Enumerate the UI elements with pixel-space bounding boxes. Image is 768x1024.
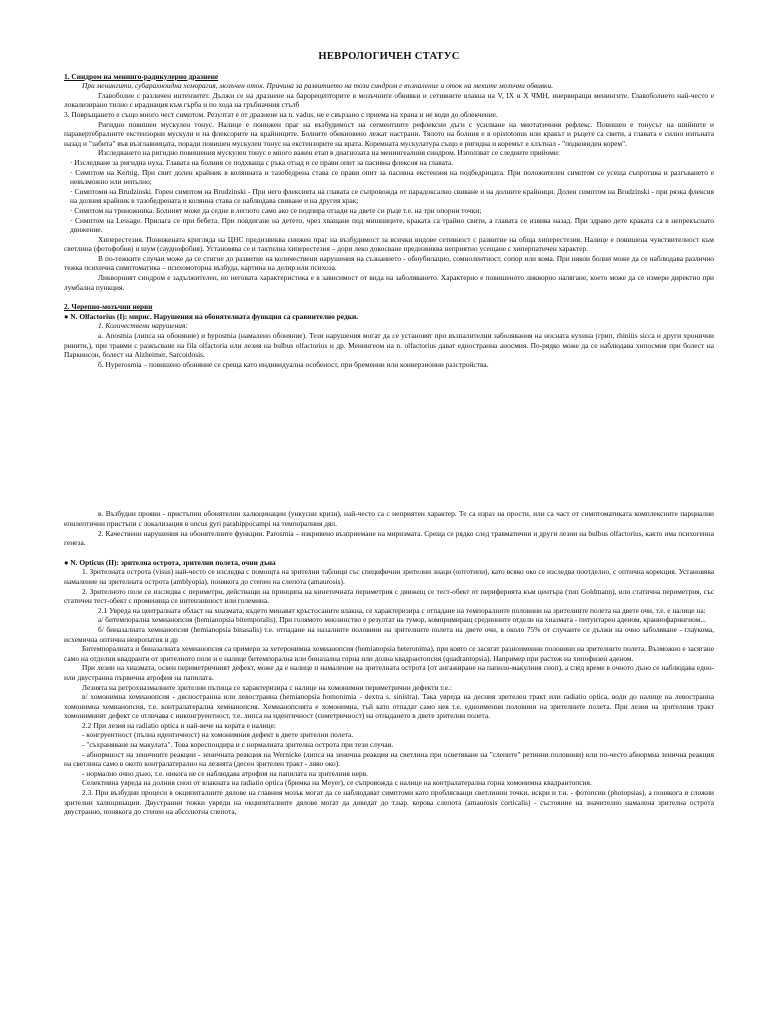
list-item: · Симптом на Kernig. При свит долен крайник в колянната и тазобедрена става се прави опит за пасивна екстензия на подбедрицата. При положителен симптом се усеща съпротива и разгъването е невъзможно или непълно; bbox=[70, 167, 714, 187]
page-title: НЕВРОЛОГИЧЕН СТАТУС bbox=[318, 51, 460, 62]
paragraph: 1. Зрителната острота (visus) най-често се изследва с помощта на зрителни таблици със специфични зрителни знаци (оптотипи), като всяко око се изследва поотделно, с оптична корекция. Установява намаление на зрителната острота (amblyopia), понякога до степен на слепота (amaurosis). bbox=[64, 567, 714, 586]
list-item: · Изследване за ригидна нуха. Главата на болния се подхваща с ръка отзад и се прави опит за пасивна флексия на главата. bbox=[70, 157, 454, 167]
paragraph: 3. Повръщането е също много чест симптом. Резултат е от дразнене на n. vadus, не е свързано с приема на храна и не води до облекчение. bbox=[64, 109, 498, 119]
paragraph: 2. Зрителното поле се изследва с периметри, действащи на принципа на кинетичната периметрия с движещ се тест-обект от периферията към центъра (тип Goldmann), или статична периметрия, със статичен тест-обект с променяща се интензивност или големина. bbox=[64, 586, 714, 606]
section-1-heading: 1. Синдром на менинго-радикулерно дразнене bbox=[64, 71, 219, 81]
list-item: - конгруентност (пълна идентичност) на хомонимния дефект в двете зрителни полета. bbox=[82, 730, 354, 740]
list-item: - абнормност на зеничните реакции - зеничната реакция на Wernicke (липса на зенична реакция на светлина при осветяване на "слепите" ретинни половини) или по-често абнормна зенична реакция на светлина само в окото контралатерално на лезията (десен зрителен тракт - ляво око). bbox=[64, 749, 714, 769]
paragraph: в/ хомонимна хемианопсия - дясностранна или левостранна (hemianopsia homonimia - dextra s. sinistra). Така увреда на десния зрителен тракт или radiatio optica, води до налице на левостранна хомонимна хемианопсия, т.е. контралатерална хемианопсия. Хемианопсията е хомонимна, тъй като отпадат само нея т.е. едноименни половини на зрителните полета. При лезия на зрителния тракт хомонимният дефект се отличава с инконгруентност, т.е. липса на идентичност (симетричност) на отпадането в двете зрителни полета. bbox=[64, 692, 714, 721]
paragraph: При менингити, субарахноидна хеморагия, мозъчен оток. Причина за развитието на този синдром е възпаление и оток на меките мозъчни обвивки. bbox=[82, 81, 554, 91]
paragraph: Ликворният синдром е задължителен, но неговата характеристика е в зависимост от вида на заболяването. Характерно е повишеното ликворно налягане, което може да се измери директно при лумбална пункция. bbox=[64, 273, 714, 292]
paragraph: 1. Количествени нарушения: bbox=[98, 321, 188, 331]
paragraph: 2.3. При възбудни процеси в окципиталните дялове на главния мозък могат да се наблюдават симптоми като проблясващи светлинни точки, искри и т.н. - фотопсии (photopsias), а понякога и сложни зрителни халюцинации. Двустранни тежки увреди на окципиталните дялове могат да доведат до т.нар. корова слепота (amaurosis corticalis) - състояние на значително намалена зрителна острота двустранно, понякога до степен на абсолютна слепота, bbox=[64, 788, 714, 817]
list-item: · Симптом на Lessage. Прилага се при бебета. При повдигане на детето, чрез хващане под мишниците, краката са трайно свити, а главата се извива назад. При здраво дете краката са в непрекъснато движение. bbox=[70, 215, 714, 235]
list-item: · Симптом на триножника. Болният може да седне в леглото само ако се подпира отзади на двете си ръце т.е. на три опорни точки; bbox=[70, 205, 482, 215]
paragraph: а. Anosmia (липса на обоняние) и hyposmia (намалено обоняние). Тези нарушения могат да се установят при възпалителни заболявания на носната кухина (грип, rhinitis sicca и други хронични ринити,), при травми с разкъсване на fila olfactoria или лезия на bulbus olfactorius и др. Менингеом на n. olfactorius дават едностранна аносмия. По-рядко може да се наблюдава хипосмия при болест на Паркинсон, болест на Alzheimer, Sarcoidosis. bbox=[64, 331, 714, 360]
list-item: · Симптоми на Brudzinski. Горен симптом на Brudzinski - При него флексията на главата се съпровожда от парадоксално свиване и на долните крайници. Долен симптом на Brudzinski - при рязка флексия на долния крайник в тазобедрената и колянна става се наблюдава свиване и на другия крак; bbox=[70, 186, 714, 206]
paragraph: Селективна увреда на долния сноп от влакната на radiatio optica (бримка на Meyer), се съпровожда с налице на контралатерална горна хомонимна квадрантопсия. bbox=[82, 778, 592, 788]
paragraph: 2.2 При лезия на radiatio optica и най-вече на кората е налице: bbox=[82, 720, 276, 730]
paragraph: Хиперестезия. Понижената кригляда на ЦНС предизвиква снижен праг на възбудимост за всички видове сетивност с развитие на обща хиперестезия. Налице е повишена чувствителност към светлина (фотофобия) и шум (сауднофобия). Установява се и тактилна хиперестезия – дори леко докосване предизвиква неприятно усещане с хиперпатичен характер. bbox=[64, 234, 714, 254]
paragraph: б/ биназалната хемианопсия (hemianopsia binasalis) т.е. отпадане на назалните половини на зрителните полета на двете очи, в около 75% от случаите се дължи на очно заболяване - глаукома, исхемична оптична невропатия и др bbox=[64, 624, 714, 644]
paragraph: 2.1 Увреда на централната област на хиазмата, където минават кръстосаните влакна, се характеризира с отпадане на темпоралните половини на зрителните полета на двете очи, т.е. е налице на: bbox=[98, 605, 706, 615]
paragraph: а/ битемпорална хемианопсия (hemianopsia bitemporalis). При голямото мнозинство е резултат на тумор, компримиращ срединните отдели на хиазмата - питуитарен аденом, краниофарингиом... bbox=[98, 615, 706, 625]
paragraph: б. Hyperosmia – повишено обоняние се среща като индивидуална особеност, при бременни или конверзионни разстройства. bbox=[98, 359, 489, 369]
list-item: - нормално очно дъно, т.е. никога не се наблюдава атрофия на папилата на зрителния нерв. bbox=[82, 768, 369, 778]
paragraph: Лезията на ретрохиазмалните зрителни пътища се характеризира с налице на хомонимни периметрични дефекти т.е.: bbox=[82, 682, 452, 692]
paragraph: Изследването на ригидно повишения мускулен тонус е много важен етап в диагнозата на менингеалния синдром. Използват се следните прийоми: bbox=[98, 148, 560, 158]
paragraph: В по-тежките случаи може да се стигне до развитие на количествени нарушения на съзнанието - обнубилацио, сомнолентност, сопор или кома. При някои болни може да се наблюдава различно тежка психична симптоматика – психомоторна възбуда, картина на делир или психоза. bbox=[64, 253, 714, 273]
nerve-olfactorius-heading: ● N. Olfactorius (I): мирис. Нарушения на обонятелната функция са сравнително редки. bbox=[64, 311, 359, 321]
blank-space bbox=[64, 369, 714, 509]
section-2-heading: 2. Черепно-мозъчни нерви bbox=[64, 302, 153, 312]
nerve-opticus-heading: ● N. Opticus (II): зрителна острота, зрителни полета, очни дъна bbox=[64, 557, 276, 567]
paragraph: Ригидно повишен мускулен тонус. Налице е понижен праг на възбудимост на сегментните рефлексни дъги с усилване на миотатичния рефлекс. Повишен е тонусът на шийните и паравертебралните екстензорни мускули и на флексорите на крайниците. Болните обикновено лежат настрани. Тялото на болния е в opistotonus или кракът и ръцете са свити, а главата е силно изпъната назад и "забита" във възглавницата, поради повишен мускулен тонус на екстензорите на врата. Коремната мускулатура също е ригидна и коремът е хлътнал - "подковиден корем". bbox=[64, 119, 714, 148]
paragraph: Битемпоралната и биназалната хемианопсия са примери за хетеронимна хемианопсия (hemianopsia heteronima), при която се засягат разноименни половини на зрителните полета. Възможно е засягане само на отделни квадранти от зрителното поле и е налице битемпорална или биназална горна или долна квадрантопсия (quadrantopsia). Например при растеж на хипофизен аденом. bbox=[64, 644, 714, 663]
paragraph: При лезии на хиазмата, освен периметричният дефект, може да е налице и намаление на зрителната острота (от ангажиране на папило-макулния сноп), а след време в очното дъно се наблюдава едно- или двустранна първична атрофия на папилата. bbox=[64, 663, 714, 682]
paragraph: Главоболие с различен интензитет. Дължи се на дразнене на барорецепторите в мозъчните обвивки и сетивните влакна на V, IX и X ЧМН, инервиращи менингите. Главоболието най-често е локализирано тилно с ирадиация към гърба и по хода на гръбначния стълб bbox=[64, 90, 714, 110]
paragraph: в. Възбудни прояви - пристъпни обонятелни халюцинации (ункусни кризи), най-често са с неприятен характер. Те са израз на прости, или са част от симптоматиката комплексните парциални епилептични пристъпи с локализация в uncus gyri parahippocampi на темпоралния дял. bbox=[64, 509, 714, 528]
paragraph: 2. Качествени нарушения на обонятелните функции. Parosmia – изкривено възприемане на миризмата. Среща се рядко след травматични и други лезии на bulbus olfactorius, както има психогенна генеза. bbox=[64, 528, 714, 548]
list-item: - "съхраняване на макулата". Това кореспондира и с нормалната зрителна острота при тези случаи. bbox=[82, 740, 394, 750]
